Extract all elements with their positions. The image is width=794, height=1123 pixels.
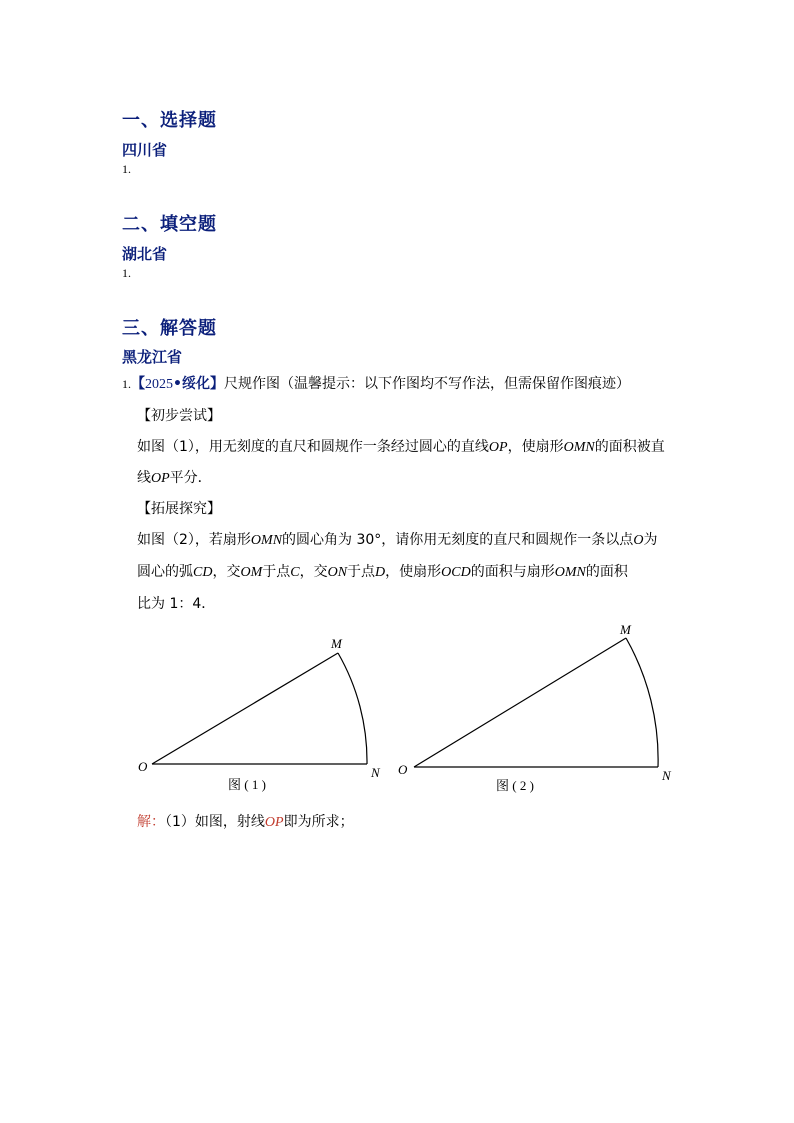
math-OMN: OMN <box>554 565 586 580</box>
figure-2 <box>398 622 672 793</box>
source-bracket-open: 【 <box>131 376 145 392</box>
source-dot: • <box>173 376 182 392</box>
fig1-side-OM <box>152 653 338 764</box>
text: 如图（1），用无刻度的直尺和圆规作一条经过圆心的直线 <box>137 439 489 455</box>
part2-heading: 【拓展探究】 <box>137 501 221 517</box>
math-OMN: OMN <box>250 533 283 548</box>
answer-text: 即为所求； <box>283 814 354 830</box>
fig1-label-M: M <box>331 636 342 651</box>
part1-heading: 【初步尝试】 <box>137 408 221 424</box>
text: ，交 <box>212 564 241 580</box>
province-label-heilongjiang: 黑龙江省 <box>122 348 183 366</box>
math-C: C <box>290 565 300 580</box>
text: 平分． <box>169 470 212 486</box>
text: 于点 <box>347 564 376 580</box>
fig2-label-N: N <box>662 768 671 783</box>
section-title-choice: 一、选择题 <box>122 110 217 131</box>
problem-intro: 尺规作图（温馨提示：以下作图均不写作法，但需保留作图痕迹） <box>223 376 630 392</box>
item-number: 1. <box>122 377 131 391</box>
text: ，交 <box>299 564 328 580</box>
math-OP: OP <box>488 440 508 455</box>
source-bracket-close: 】 <box>209 376 224 392</box>
section-title-answer: 三、解答题 <box>122 318 217 339</box>
text: ，使扇形 <box>507 439 564 455</box>
answer-text: （1）如图，射线 <box>165 814 265 830</box>
math-D: D <box>375 565 386 580</box>
text: 的圆心角为 30°，请你用无刻度的直尺和圆规作一条以点 <box>282 532 634 548</box>
fig2-label-O: O <box>398 762 408 777</box>
text: 于点 <box>262 564 291 580</box>
fig2-side-OM <box>414 638 626 767</box>
province-label-hubei: 湖北省 <box>122 245 168 263</box>
text: 为 <box>643 532 658 548</box>
fig2-caption: 图 ( 2 ) <box>496 778 534 793</box>
text: 如图（2），若扇形 <box>137 532 251 548</box>
province-label-sichuan: 四川省 <box>122 141 168 159</box>
answer-math-OP: OP <box>264 815 284 830</box>
math-OCD: OCD <box>441 565 471 580</box>
answer-label: 解： <box>137 814 165 830</box>
text: 线 <box>137 470 151 486</box>
fig1-label-O: O <box>138 759 148 774</box>
math-O: O <box>633 533 644 548</box>
text: 的面积 <box>585 564 628 580</box>
fig1-caption: 图 ( 1 ) <box>228 777 266 792</box>
math-OM: OM <box>240 565 263 580</box>
fig2-label-M: M <box>620 622 631 637</box>
text: 的面积被直 <box>594 439 665 455</box>
text: 圆心的弧 <box>137 564 193 580</box>
fig1-arc-MN <box>338 653 367 764</box>
text: ，使扇形 <box>385 564 442 580</box>
math-ON: ON <box>327 565 348 580</box>
source-place: 绥化 <box>181 376 210 392</box>
source-year: 2025 <box>145 377 173 392</box>
answer-line <box>137 811 354 831</box>
text: 的面积与扇形 <box>470 564 555 580</box>
math-OMN: OMN <box>563 440 595 455</box>
item-number: 1. <box>122 162 131 176</box>
section-title-fill: 二、填空题 <box>122 214 217 235</box>
math-OP: OP <box>151 471 170 486</box>
item-number: 1. <box>122 266 131 280</box>
part2-line3: 比为 1：4． <box>137 596 216 612</box>
fig1-label-N: N <box>371 765 380 780</box>
math-CD: CD <box>193 565 213 580</box>
figure-1 <box>138 636 381 792</box>
fig2-arc-MN <box>626 638 658 767</box>
